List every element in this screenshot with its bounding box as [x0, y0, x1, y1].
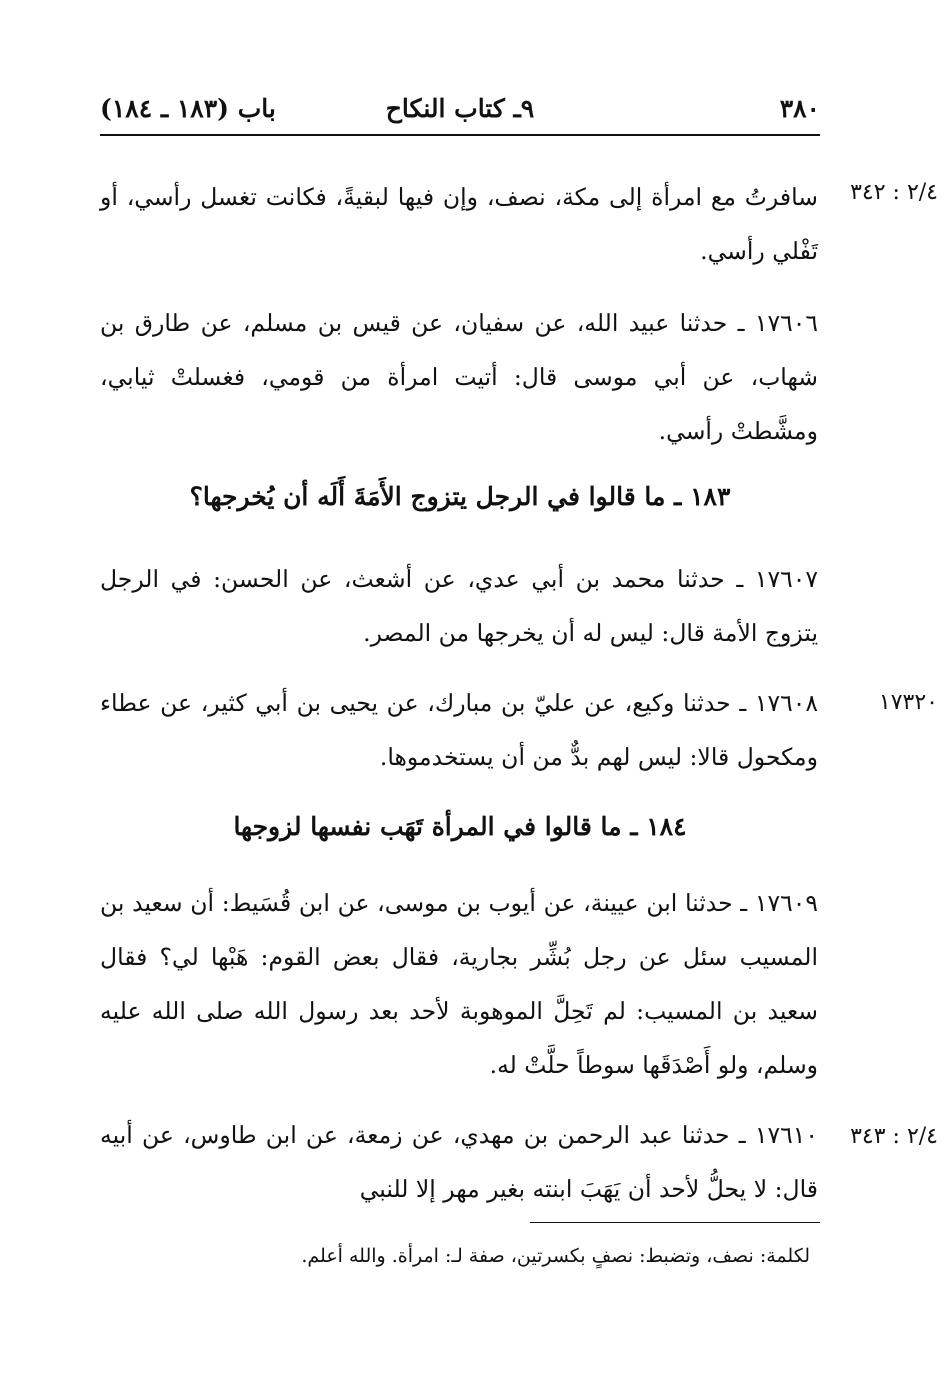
book-title: ٩ـ كتاب النكاح	[385, 94, 535, 123]
hadith-17606: ١٧٦٠٦ ـ حدثنا عبيد الله، عن سفيان، عن قيس بن مسلم، عن طارق بن شهاب، عن أبي موسى قال: أتيت امرأة من قومي، فغسلتْ ثيابي، ومشَّطتْ رأسي.	[100, 309, 818, 445]
hadith-17607: ١٧٦٠٧ ـ حدثنا محمد بن أبي عدي، عن أشعث، عن الحسن: في الرجل يتزوج الأمة قال: ليس له أن يخرجها من المصر.	[100, 565, 818, 647]
page-header	[100, 88, 820, 136]
footnote-divider	[530, 1222, 820, 1223]
section-title-183: ١٨٣ ـ ما قالوا في الرجل يتزوج الأَمَةَ أَلَه أن يُخرجها؟	[189, 482, 731, 511]
hadith-17610: ١٧٦١٠ ـ حدثنا عبد الرحمن بن مهدي، عن زمعة، عن ابن طاوس، عن أبيه قال: لا يحلُّ لأحد أن يَهَبَ ابنته بغير مهر إلا للنبي	[100, 1121, 818, 1203]
chapter-range: باب (١٨٣ ـ ١٨٤)	[100, 94, 276, 123]
margin-reference: ٢/٤ : ٣٤٣	[850, 1124, 938, 1149]
hadith-17608: ١٧٦٠٨ ـ حدثنا وكيع، عن عليّ بن مبارك، عن يحيى بن أبي كثير، عن عطاء ومكحول قالا: ليس لهم بدٌّ من أن يستخدموها.	[100, 689, 818, 771]
section-title-184: ١٨٤ ـ ما قالوا في المرأة تَهَب نفسها لزوجها	[233, 812, 687, 841]
margin-reference: ٢/٤ : ٣٤٢	[850, 180, 938, 205]
footnote: لكلمة: نصف، وتضبط: نصفٍ بكسرتين، صفة لـ: امرأة. والله أعلم.	[301, 1245, 810, 1267]
hadith-17609: ١٧٦٠٩ ـ حدثنا ابن عيينة، عن أيوب بن موسى، عن ابن قُسَيط: أن سعيد بن المسيب سئل عن رجل بُشِّر بجارية، فقال بعض القوم: هَبْها لي؟ فقال سعيد بن المسيب: لم تَحِلَّ الموهوبة لأحد بعد رسول الله صلى الله عليه وسلم، ولو أَصْدَقَها سوطاً حلَّتْ له.	[100, 889, 818, 1079]
page-number: ٣٨٠	[779, 94, 820, 123]
margin-reference: ١٧٣٢٠	[878, 690, 938, 715]
paragraph-continuation: سافرتُ مع امرأة إلى مكة، نصف، وإن فيها لبقيةً، فكانت تغسل رأسي، أو تَفْلي رأسي.	[100, 183, 818, 265]
